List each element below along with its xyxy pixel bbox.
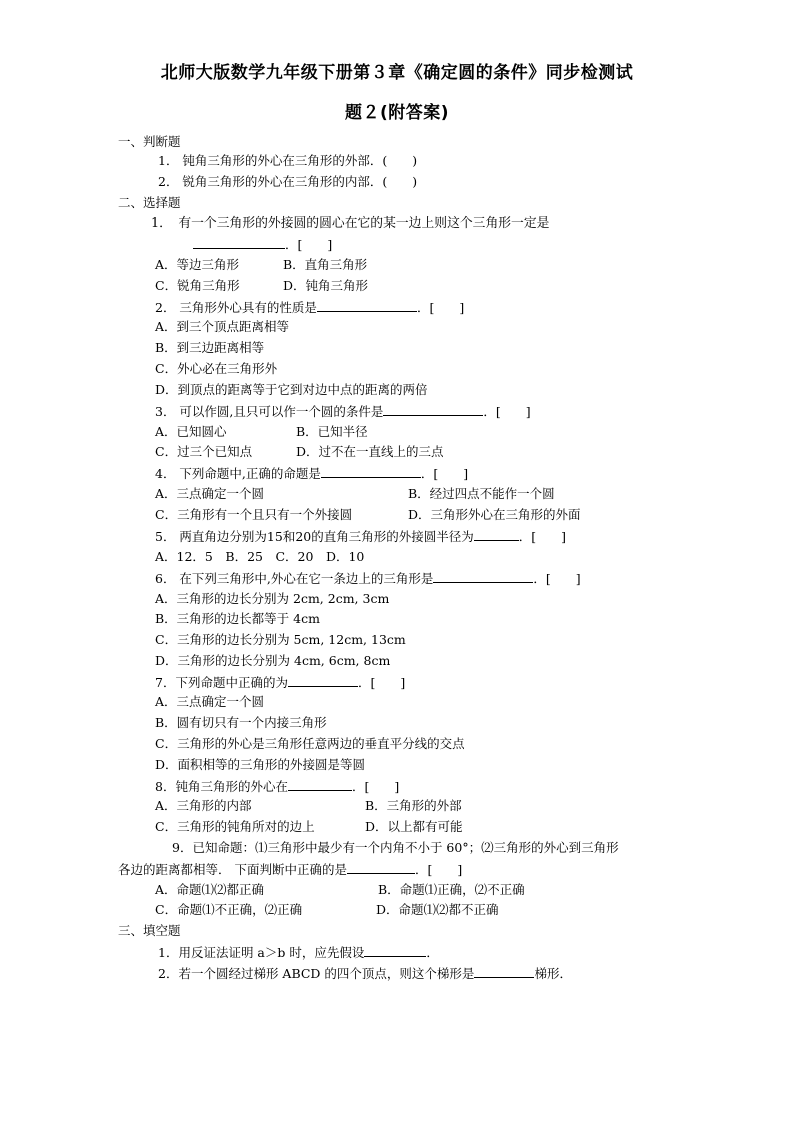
fill-question-2: 2．若一个圆经过梯形 ABCD 的四个顶点，则这个梯形是 梯形．: [158, 966, 572, 981]
answer-blank: [433, 570, 533, 583]
document-title-continued: 题２(附答案): [344, 103, 450, 123]
choice-question-6-stem: 6． 在下列三角形中,外心在它一条边上的三角形是 ．[ ]: [155, 571, 581, 586]
option-a: A．三角形的内部: [155, 798, 252, 813]
option-c: C．三角形有一个且只有一个外接圆: [155, 507, 353, 522]
option-a: A．到三个顶点距离相等: [155, 319, 290, 334]
answer-blank: [383, 403, 483, 416]
choice-question-8-stem: 8．钝角三角形的外心在 ．[ ]: [155, 779, 400, 794]
option-c: C．三角形的钝角所对的边上: [155, 819, 315, 834]
answer-blank: [364, 944, 426, 957]
option-b: B．三角形的外部: [365, 798, 462, 813]
option-a: A．等边三角形: [155, 257, 240, 272]
option-c: C．三角形的外心是三角形任意两边的垂直平分线的交点: [155, 736, 465, 751]
option-b: B．经过四点不能作一个圆: [408, 486, 555, 501]
answer-blank: [474, 965, 534, 978]
choice-question-9-stem-continued: 各边的距离都相等． 下面判断中正确的是 ．[ ]: [118, 862, 463, 877]
option-a: A．三点确定一个圆: [155, 694, 265, 709]
choice-question-3-stem: 3． 可以作圆,且只可以作一个圆的条件是 ．[ ]: [155, 404, 531, 419]
option-b: B．命题⑴正确，⑵不正确: [378, 882, 525, 897]
option-d: D．钝角三角形: [283, 278, 369, 293]
option-d: D．面积相等的三角形的外接圆是等圆: [155, 757, 366, 772]
choice-question-9-stem: 9．已知命题：⑴三角形中最少有一个内角不小于 60°；⑵三角形的外心到三角形: [172, 840, 619, 855]
option-d: D．三角形的边长分别为 4cm, 6cm, 8cm: [155, 653, 391, 668]
answer-blank: [321, 465, 421, 478]
option-b: B．圆有切只有一个内接三角形: [155, 715, 327, 730]
choice-question-7-stem: 7．下列命题中正确的为 ．[ ]: [155, 675, 406, 690]
document-title: 北师大版数学九年级下册第３章《确定圆的条件》同步检测试: [160, 63, 634, 83]
option-d: D．三角形外心在三角形的外面: [408, 507, 581, 522]
option-a: A．三点确定一个圆: [155, 486, 265, 501]
option-a: A．已知圆心: [155, 424, 227, 439]
answer-blank: [474, 528, 519, 541]
option-b: B．已知半径: [296, 424, 368, 439]
option-c: C．外心必在三角形外: [155, 361, 278, 376]
option-c: C．锐角三角形: [155, 278, 240, 293]
option-c: C．过三个已知点: [155, 444, 253, 459]
option-b: B．到三边距离相等: [155, 340, 265, 355]
section-heading-judgement: 一、判断题: [118, 134, 181, 149]
options-row: A．12．5 B．25 C．20 D．10: [155, 549, 365, 564]
section-heading-multiple-choice: 二、选择题: [118, 195, 181, 210]
option-a: A．三角形的边长分别为 2cm, 2cm, 3cm: [155, 591, 390, 606]
answer-blank: [288, 778, 352, 791]
option-d: D．以上都有可能: [365, 819, 463, 834]
option-a: A．命题⑴⑵都正确: [155, 882, 265, 897]
choice-question-5-stem: 5． 两直角边分别为15和20的直角三角形的外接圆半径为 ．[ ]: [155, 529, 567, 544]
option-c: C．命题⑴不正确，⑵正确: [155, 902, 303, 917]
option-b: B．直角三角形: [283, 257, 368, 272]
option-d: D．命题⑴⑵都不正确: [376, 902, 499, 917]
option-c: C．三角形的边长分别为 5cm, 12cm, 13cm: [155, 632, 406, 647]
choice-question-2-stem: 2． 三角形外心具有的性质是 ．[ ]: [155, 300, 465, 315]
answer-blank: [193, 236, 285, 249]
judgement-question-1: 1． 钝角三角形的外心在三角形的外部．( ): [158, 153, 418, 168]
choice-question-4-stem: 4． 下列命题中,正确的命题是 ．[ ]: [155, 466, 469, 481]
answer-blank: [347, 861, 415, 874]
choice-question-1-stem: 1． 有一个三角形的外接圆的圆心在它的某一边上则这个三角形一定是: [151, 216, 550, 231]
choice-question-1-stem-continued: ．[ ]: [193, 236, 332, 253]
option-d: D．过不在一直线上的三点: [296, 444, 444, 459]
option-d: D．到顶点的距离等于它到对边中点的距离的两倍: [155, 382, 428, 397]
fill-question-1: 1．用反证法证明 a＞b 时，应先假设 ．: [158, 945, 439, 960]
answer-blank: [317, 299, 417, 312]
section-heading-fill-in: 三、填空题: [118, 923, 181, 938]
judgement-question-2: 2． 锐角三角形的外心在三角形的内部．( ): [158, 174, 418, 189]
option-b: B．三角形的边长都等于 4cm: [155, 611, 320, 626]
answer-blank: [288, 674, 358, 687]
